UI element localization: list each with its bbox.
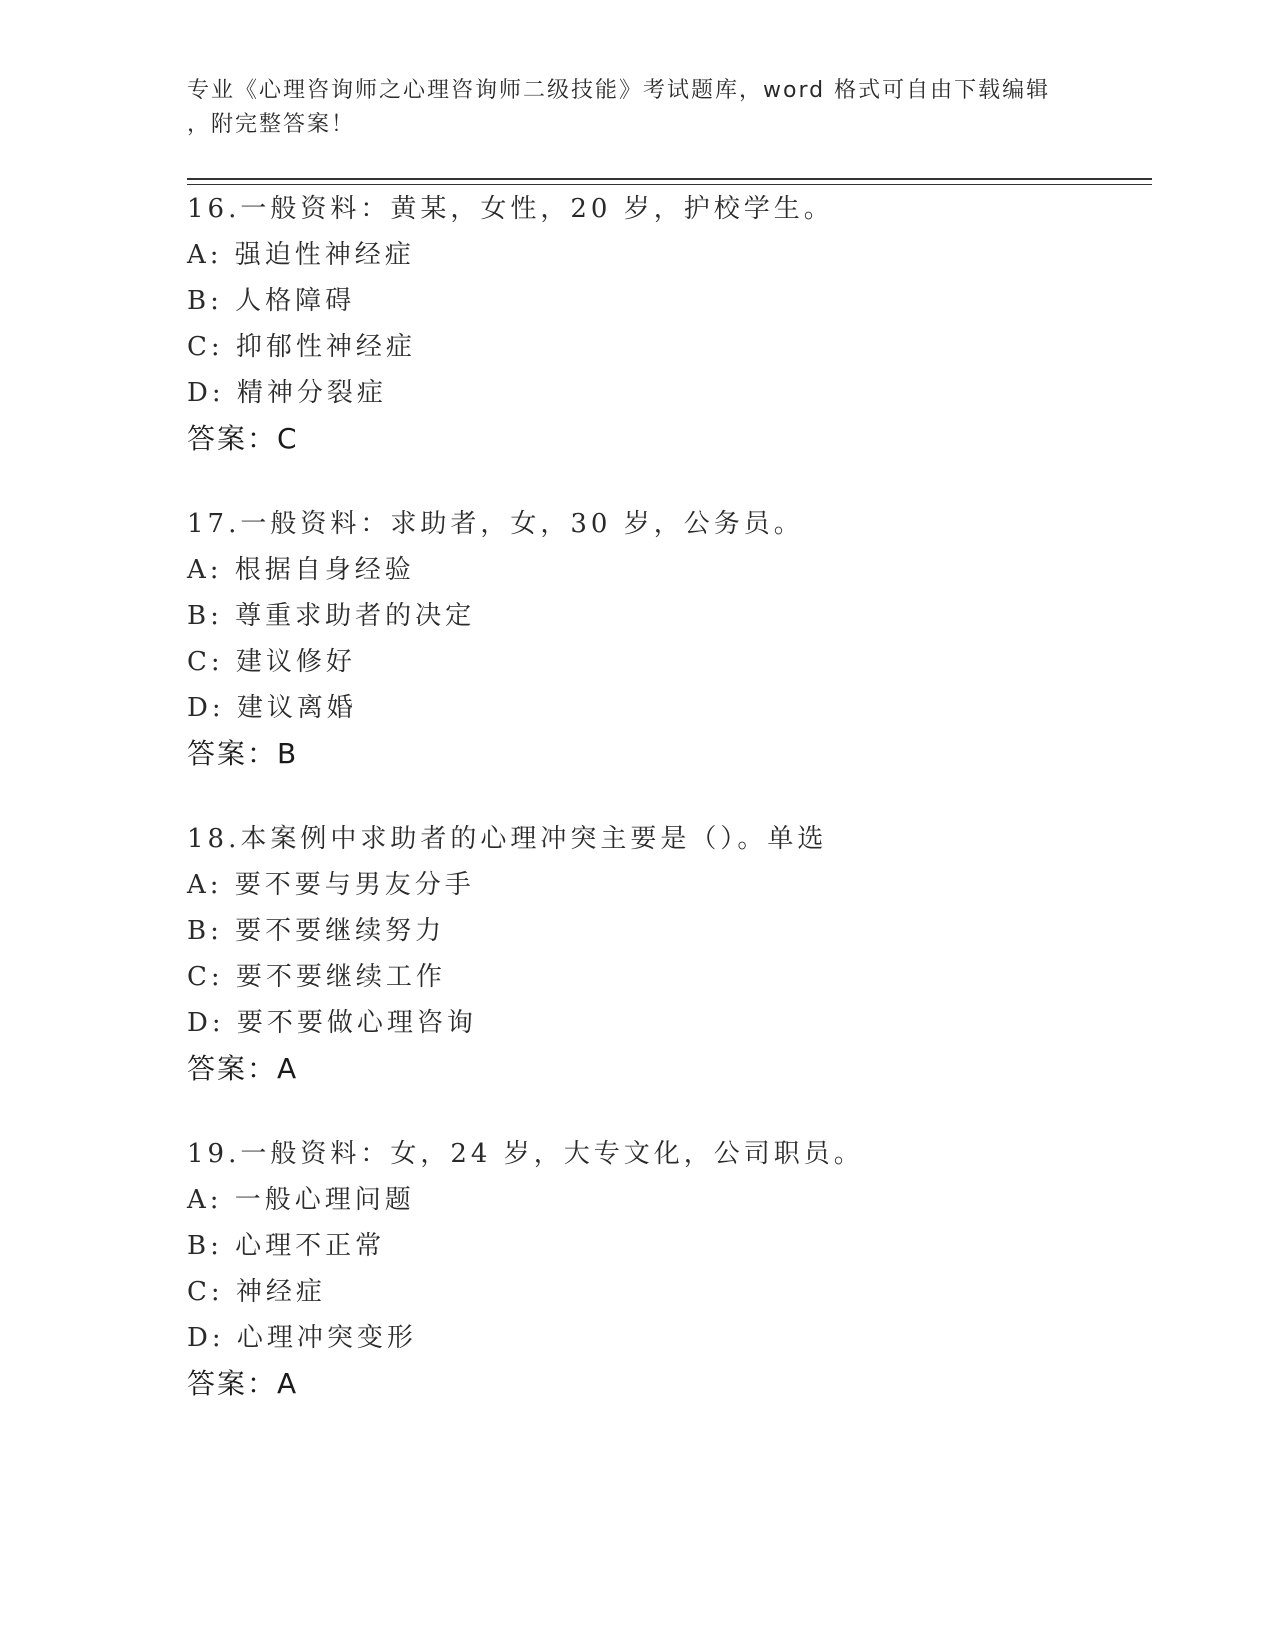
option-c: C: 抑郁性神经症 — [187, 332, 416, 362]
option-b: B: 要不要继续努力 — [187, 916, 446, 946]
answer-line — [187, 1361, 1147, 1407]
answer-line — [187, 731, 1147, 777]
question-stem: 17.一般资料：求助者，女，30 岁，公务员。 — [187, 509, 804, 539]
option-c: C: 要不要继续工作 — [187, 962, 446, 992]
answer-line — [187, 1046, 1147, 1092]
option-a: A: 根据自身经验 — [187, 555, 415, 585]
option-a: A: 一般心理问题 — [187, 1185, 415, 1215]
answer-value: B — [277, 737, 297, 770]
header-line-1: 专业《心理咨询师之心理咨询师二级技能》考试题库，word 格式可自由下载编辑 — [187, 78, 1051, 103]
option-c: C: 建议修好 — [187, 647, 356, 677]
question-19 — [187, 1131, 1147, 1407]
header-divider-thin — [187, 184, 1152, 185]
option-b: B: 心理不正常 — [187, 1231, 386, 1261]
answer-value: A — [277, 1052, 297, 1085]
question-stem: 19.一般资料：女，24 岁，大专文化，公司职员。 — [187, 1139, 864, 1169]
option-a: A: 强迫性神经症 — [187, 240, 415, 270]
option-b: B: 尊重求助者的决定 — [187, 601, 476, 631]
option-d: D: 精神分裂症 — [187, 378, 387, 408]
option-b: B: 人格障碍 — [187, 286, 356, 316]
answer-value: C — [277, 422, 297, 455]
answer-value: A — [277, 1367, 297, 1400]
option-d: D: 要不要做心理咨询 — [187, 1008, 477, 1038]
question-18 — [187, 816, 1147, 1092]
option-c: C: 神经症 — [187, 1277, 326, 1307]
option-a: A: 要不要与男友分手 — [187, 870, 475, 900]
question-17 — [187, 501, 1147, 777]
question-stem: 18.本案例中求助者的心理冲突主要是（）。单选 — [187, 824, 828, 854]
header-divider-thick — [187, 178, 1152, 180]
answer-label: 答案： — [187, 1052, 278, 1085]
answer-label: 答案： — [187, 737, 278, 770]
question-16 — [187, 186, 1147, 462]
answer-line — [187, 416, 1147, 462]
answer-label: 答案： — [187, 1367, 278, 1400]
answer-label: 答案： — [187, 422, 278, 455]
document-header — [187, 74, 1087, 142]
option-d: D: 心理冲突变形 — [187, 1323, 417, 1353]
question-stem: 16.一般资料：黄某，女性，20 岁，护校学生。 — [187, 194, 834, 224]
option-d: D: 建议离婚 — [187, 693, 357, 723]
header-line-2: ，附完整答案！ — [187, 112, 356, 137]
